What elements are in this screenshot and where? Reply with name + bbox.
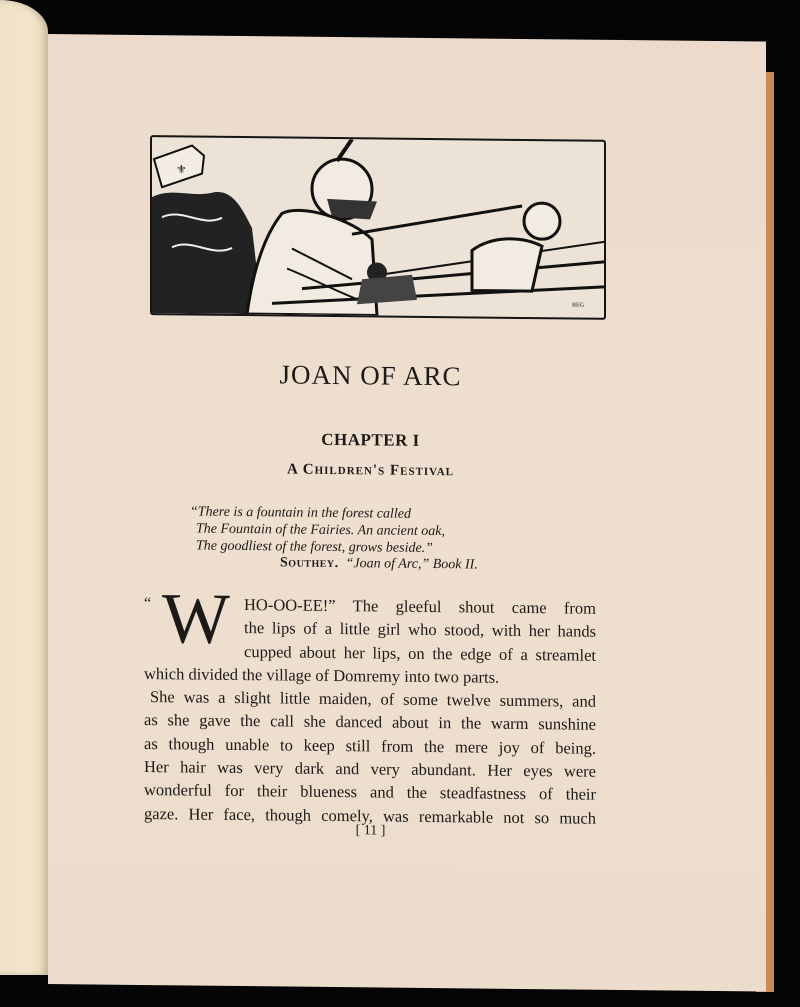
drop-cap-quote: “: [144, 595, 152, 613]
paragraph-line: She was a slight little maiden, of some twelve summers, and: [150, 687, 596, 711]
epigraph-line: The Fountain of the Fairies. An ancient oak,: [196, 521, 445, 540]
facing-page-edge: [0, 0, 48, 975]
paragraph-line: as she gave the call she danced about in the warm sunshine: [144, 710, 596, 735]
paragraph-line: the lips of a little girl who stood, with her hands: [244, 618, 596, 642]
epigraph-author: Southey.: [280, 555, 339, 572]
paragraph-line: as though unable to keep still from the mere joy of being.: [144, 733, 596, 758]
svg-text:⚜: ⚜: [176, 162, 187, 177]
epigraph-work: “Joan of Arc,” Book II.: [345, 556, 478, 573]
paragraph-line: wonderful for their blueness and the steadfastness of their: [144, 780, 596, 805]
paragraph-line: Her hair was very dark and very abundant. Her eyes were: [144, 757, 596, 781]
paragraph-line: which divided the village of Domremy into two parts.: [144, 663, 500, 687]
paragraph-2: [144, 685, 596, 830]
paragraph-line: HO-OO-EE!” The gleeful shout came from: [244, 595, 596, 618]
chapter-title: A Children's Festival: [286, 461, 454, 480]
book-page: [48, 34, 766, 992]
headpiece-illustration: [150, 135, 606, 320]
book-title: JOAN OF ARC: [279, 359, 462, 392]
epigraph-line: “There is a fountain in the forest called: [190, 504, 412, 522]
paragraph-line: gaze. Her face, though comely, was remarkable not so much: [144, 803, 596, 828]
body-text: [144, 578, 596, 830]
epigraph: [190, 503, 445, 557]
chapter-heading: CHAPTER I: [321, 429, 420, 450]
knights-charge-illustration: [152, 137, 604, 318]
page-number: [ 11 ]: [355, 823, 386, 839]
svg-text:BEG: BEG: [572, 302, 584, 309]
epigraph-attribution: [280, 555, 478, 573]
drop-cap-letter: W: [162, 578, 230, 659]
paragraph-line: cupped about her lips, on the edge of a streamlet: [244, 641, 596, 665]
epigraph-line: The goodliest of the forest, grows beside.”: [196, 538, 433, 557]
